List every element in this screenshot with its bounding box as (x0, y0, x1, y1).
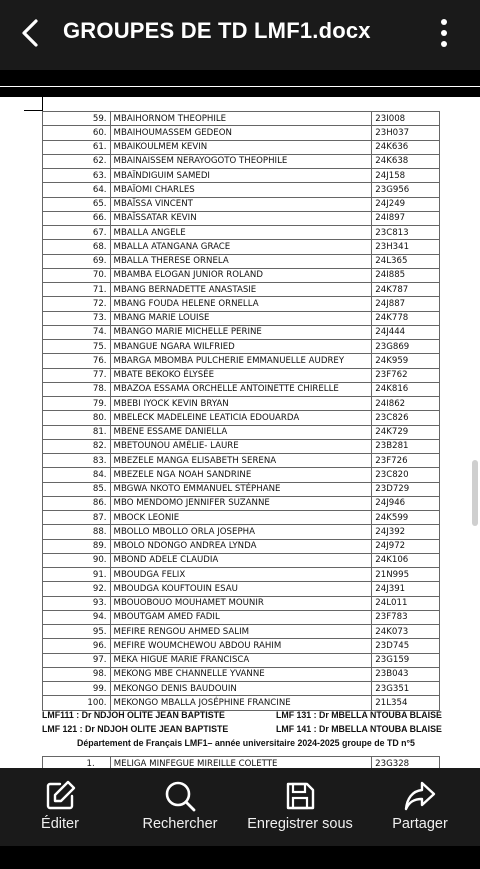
student-id: 23G956 (372, 183, 440, 197)
row-number: 80. (43, 411, 111, 425)
table-row (43, 496, 440, 510)
row-number: 68. (43, 240, 111, 254)
table-row (43, 354, 440, 368)
table-row (43, 596, 440, 610)
row-number: 61. (43, 140, 111, 154)
table-row (43, 454, 440, 468)
table-row (43, 667, 440, 681)
student-name: MEFIRE WOUMCHEWOU ABDOU RAHIM (110, 639, 372, 653)
row-number: 83. (43, 454, 111, 468)
system-nav-bar (0, 846, 480, 869)
student-name: MBALLA THERESE ORNELA (110, 254, 372, 268)
student-id: 24K787 (372, 283, 440, 297)
student-name: MBALLA ATANGANA GRACE (110, 240, 372, 254)
student-id: 24K638 (372, 154, 440, 168)
crop-mark (42, 97, 43, 111)
student-name: MBAÏSSA VINCENT (110, 197, 372, 211)
student-id: 23F726 (372, 454, 440, 468)
row-number: 1. (43, 757, 111, 769)
table-row (43, 411, 440, 425)
student-id: 23D729 (372, 482, 440, 496)
row-number: 87. (43, 511, 111, 525)
student-name: MEKA HIGUE MARIE FRANCISCA (110, 653, 372, 667)
crop-mark (42, 70, 43, 82)
share-button[interactable] (360, 768, 480, 846)
search-button[interactable] (120, 768, 240, 846)
table-row (43, 226, 440, 240)
row-number: 95. (43, 625, 111, 639)
back-button[interactable] (14, 17, 46, 49)
table-row (43, 582, 440, 596)
student-id: 23G328 (372, 757, 440, 769)
student-id: 24J392 (372, 525, 440, 539)
student-name: MBETOUNOU AMÉLIE- LAURE (110, 439, 372, 453)
row-number: 82. (43, 439, 111, 453)
student-id: 23C826 (372, 411, 440, 425)
save-as-label: Enregistrer sous (247, 816, 353, 832)
chevron-left-icon (19, 18, 41, 48)
more-vertical-icon (440, 18, 448, 48)
row-number: 64. (43, 183, 111, 197)
row-number: 94. (43, 610, 111, 624)
table-row (43, 553, 440, 567)
student-id: 24L011 (372, 596, 440, 610)
student-name: MBAZOA ESSAMA ORCHELLE ANTOINETTE CHIRELLE (110, 382, 372, 396)
table-row (43, 639, 440, 653)
student-id: 23C813 (372, 226, 440, 240)
table-row (43, 610, 440, 624)
row-number: 69. (43, 254, 111, 268)
edit-label: Éditer (41, 816, 79, 832)
row-number: 79. (43, 397, 111, 411)
table-row (43, 211, 440, 225)
next-group-table (42, 756, 440, 768)
students-table (42, 111, 440, 711)
student-id: 23I008 (372, 112, 440, 126)
student-name: MBEBI IYOCK KEVIN BRYAN (110, 397, 372, 411)
student-id: 24K729 (372, 425, 440, 439)
table-row (43, 757, 440, 769)
student-id: 24J249 (372, 197, 440, 211)
table-row (43, 169, 440, 183)
table-row (43, 696, 440, 710)
student-name: MBATE BEKOKO ÉLYSÉE (110, 368, 372, 382)
more-options-button[interactable] (430, 16, 458, 50)
student-name: MBOLLO MBOLLO ORLA JOSEPHA (110, 525, 372, 539)
row-number: 91. (43, 568, 111, 582)
student-id: 23D745 (372, 639, 440, 653)
student-id: 24J887 (372, 297, 440, 311)
table-row (43, 268, 440, 282)
teacher-lmf111: LMF111 : Dr NDJOH OLITE JEAN BAPTISTE (42, 710, 225, 720)
student-id: 23B281 (372, 439, 440, 453)
student-name: MBENE ESSAME DANIELLA (110, 425, 372, 439)
scrollbar-thumb[interactable] (472, 460, 478, 526)
search-label: Rechercher (142, 816, 218, 832)
save-icon (282, 778, 318, 814)
student-name: MBANG MARIE LOUISE (110, 311, 372, 325)
row-number: 88. (43, 525, 111, 539)
student-name: MBOCK LEONIE (110, 511, 372, 525)
table-row (43, 112, 440, 126)
student-name: MBALLA ANGELE (110, 226, 372, 240)
row-number: 67. (43, 226, 111, 240)
student-name: MBO MENDOMO JENNIFER SUZANNE (110, 496, 372, 510)
row-number: 93. (43, 596, 111, 610)
row-number: 65. (43, 197, 111, 211)
crop-mark (24, 110, 42, 111)
table-row (43, 511, 440, 525)
student-name: MBAÏOMI CHARLES (110, 183, 372, 197)
student-name: MBARGA MBOMBA PULCHERIE EMMANUELLE AUDREY (110, 354, 372, 368)
student-name: MBANG FOUDA HELENE ORNELLA (110, 297, 372, 311)
document-view[interactable] (0, 70, 480, 768)
edit-button[interactable] (0, 768, 120, 846)
table-row (43, 283, 440, 297)
row-number: 99. (43, 682, 111, 696)
student-id: 23G159 (372, 653, 440, 667)
student-id: 24J946 (372, 496, 440, 510)
row-number: 98. (43, 667, 111, 681)
student-id: 24K636 (372, 140, 440, 154)
table-row (43, 197, 440, 211)
row-number: 90. (43, 553, 111, 567)
student-id: 23H341 (372, 240, 440, 254)
student-name: MBANGO MARIE MICHELLE PERINE (110, 325, 372, 339)
table-row (43, 482, 440, 496)
student-id: 23F783 (372, 610, 440, 624)
student-name: MBAÏNDIGUIM SAMEDI (110, 169, 372, 183)
row-number: 89. (43, 539, 111, 553)
student-name: MEKONGO MBALLA JOSÉPHINE FRANCINE (110, 696, 372, 710)
row-number: 92. (43, 582, 111, 596)
table-row (43, 425, 440, 439)
student-id: 24L365 (372, 254, 440, 268)
student-id: 23G351 (372, 682, 440, 696)
header-rule (0, 87, 480, 97)
share-label: Partager (392, 816, 448, 832)
student-id: 24J391 (372, 582, 440, 596)
row-number: 81. (43, 425, 111, 439)
student-name: MBANG BERNADETTE ANASTASIE (110, 283, 372, 297)
student-id: 24K106 (372, 553, 440, 567)
row-number: 97. (43, 653, 111, 667)
student-id: 24J972 (372, 539, 440, 553)
document-title: GROUPES DE TD LMF1.docx (63, 18, 371, 43)
group-heading: Département de Français LMF1– année universitaire 2024-2025 groupe de TD n°5 (77, 738, 415, 748)
row-number: 84. (43, 468, 111, 482)
student-id: 23H037 (372, 126, 440, 140)
teacher-lmf141: LMF 141 : Dr MBELLA NTOUBA BLAISE (276, 724, 442, 734)
student-name: MBANGUE NGARA WILFRIED (110, 340, 372, 354)
table-row (43, 382, 440, 396)
edit-icon (42, 778, 78, 814)
row-number: 74. (43, 325, 111, 339)
row-number: 62. (43, 154, 111, 168)
student-name: MEKONGO DENIS BAUDOUIN (110, 682, 372, 696)
table-row (43, 126, 440, 140)
table-row (43, 539, 440, 553)
table-row (43, 311, 440, 325)
row-number: 76. (43, 354, 111, 368)
table-row (43, 368, 440, 382)
student-id: 24J444 (372, 325, 440, 339)
row-number: 63. (43, 169, 111, 183)
table-row (43, 240, 440, 254)
row-number: 77. (43, 368, 111, 382)
student-id: 23B043 (372, 667, 440, 681)
student-name: MEKONG MBE CHANNELLE YVANNE (110, 667, 372, 681)
row-number: 86. (43, 496, 111, 510)
student-name: MBAÏSSATAR KEVIN (110, 211, 372, 225)
student-id: 24K073 (372, 625, 440, 639)
table-row (43, 297, 440, 311)
table-row (43, 468, 440, 482)
student-name: MELIGA MINFEGUE MIREILLE COLETTE (110, 757, 371, 769)
student-id: 24K959 (372, 354, 440, 368)
table-row (43, 439, 440, 453)
student-name: MBOUDGA FELIX (110, 568, 372, 582)
row-number: 78. (43, 382, 111, 396)
page-gap (0, 70, 480, 86)
student-name: MBOUOBOUO MOUHAMET MOUNIR (110, 596, 372, 610)
student-name: MBOUDGA KOUFTOUIN ESAU (110, 582, 372, 596)
table-row (43, 154, 440, 168)
table-row (43, 653, 440, 667)
table-row (43, 682, 440, 696)
table-row (43, 325, 440, 339)
student-name: MBGWA NKOTO EMMANUEL STÉPHANE (110, 482, 372, 496)
student-id: 24J158 (372, 169, 440, 183)
student-name: MBAIHOUMASSEM GEDEON (110, 126, 372, 140)
table-row (43, 340, 440, 354)
row-number: 85. (43, 482, 111, 496)
student-name: MBOND ADELE CLAUDIA (110, 553, 372, 567)
table-row (43, 568, 440, 582)
table-row (43, 254, 440, 268)
student-name: MBEZELE MANGA ELISABETH SERENA (110, 454, 372, 468)
teacher-lmf131: LMF 131 : Dr MBELLA NTOUBA BLAISE (276, 710, 442, 720)
student-name: MBOUTGAM AMED FADIL (110, 610, 372, 624)
row-number: 66. (43, 211, 111, 225)
row-number: 100. (43, 696, 111, 710)
table-row (43, 525, 440, 539)
student-id: 24K816 (372, 382, 440, 396)
student-id: 24K778 (372, 311, 440, 325)
student-id: 24K599 (372, 511, 440, 525)
row-number: 72. (43, 297, 111, 311)
student-id: 21L354 (372, 696, 440, 710)
student-name: MBAIKOULMEM KEVIN (110, 140, 372, 154)
student-id: 23G869 (372, 340, 440, 354)
app-bar (0, 0, 480, 70)
student-id: 23C820 (372, 468, 440, 482)
student-id: 24I885 (372, 268, 440, 282)
row-number: 70. (43, 268, 111, 282)
student-name: MBEZELE NGA NOAH SANDRINE (110, 468, 372, 482)
table-row (43, 625, 440, 639)
student-name: MBAMBA ELOGAN JUNIOR ROLAND (110, 268, 372, 282)
student-name: MEFIRE RENGOU AHMED SALIM (110, 625, 372, 639)
row-number: 59. (43, 112, 111, 126)
share-icon (402, 778, 438, 814)
student-id: 23F762 (372, 368, 440, 382)
row-number: 71. (43, 283, 111, 297)
bottom-action-bar (0, 768, 480, 846)
row-number: 60. (43, 126, 111, 140)
student-name: MBELECK MADELEINE LEATICIA EDOUARDA (110, 411, 372, 425)
table-row (43, 397, 440, 411)
row-number: 73. (43, 311, 111, 325)
teacher-lmf121: LMF 121 : Dr NDJOH OLITE JEAN BAPTISTE (42, 724, 229, 734)
table-row (43, 140, 440, 154)
save-as-button[interactable] (240, 768, 360, 846)
row-number: 96. (43, 639, 111, 653)
row-number: 75. (43, 340, 111, 354)
student-name: MBAINAISSEM NERAYOGOTO THEOPHILE (110, 154, 372, 168)
table-row (43, 183, 440, 197)
student-name: MBAIHORNOM THEOPHILE (110, 112, 372, 126)
student-id: 24I862 (372, 397, 440, 411)
search-icon (162, 778, 198, 814)
student-id: 21N995 (372, 568, 440, 582)
student-id: 24I897 (372, 211, 440, 225)
student-name: MBOLO NDONGO ANDREA LYNDA (110, 539, 372, 553)
